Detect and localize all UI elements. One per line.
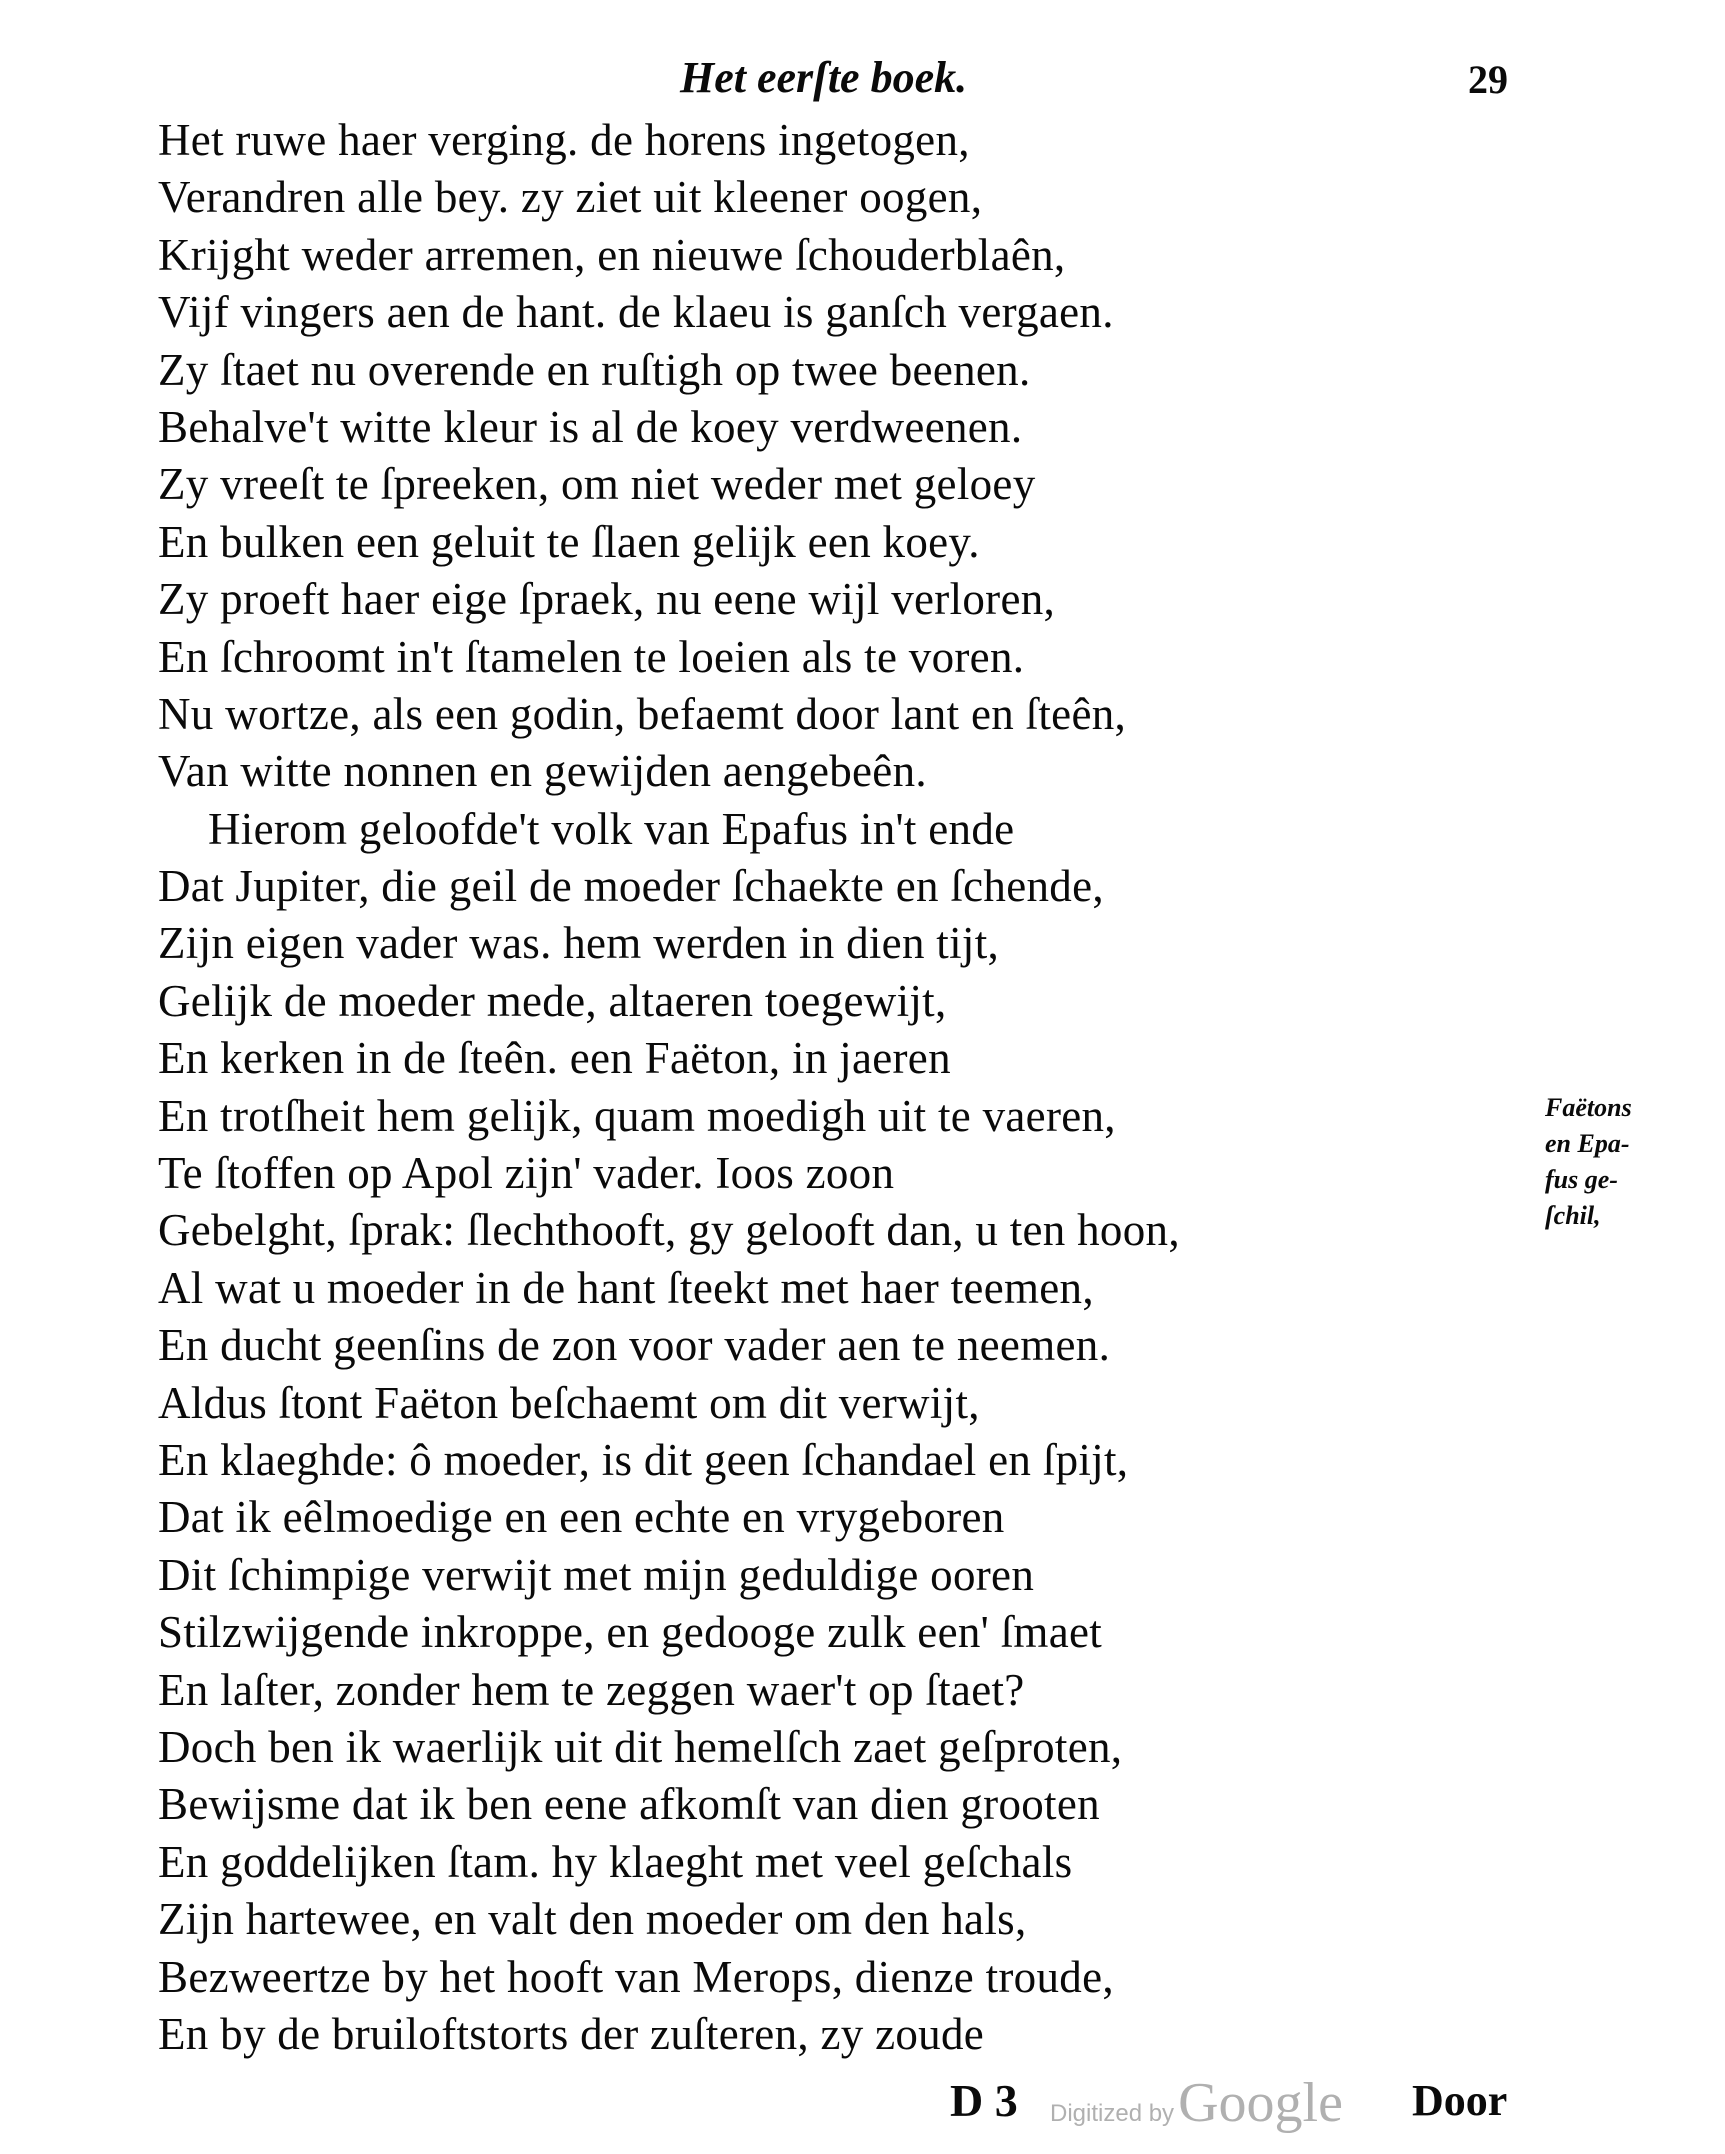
text-line: En kerken in de ſteên. een Faëton, in jaeren — [158, 1033, 951, 1084]
signature-mark: D 3 — [950, 2075, 1018, 2126]
text-line: Zy vreeſt te ſpreeken, om niet weder met geloey — [158, 459, 1036, 510]
text-line: Stilzwijgende inkroppe, en gedooge zulk een' ſmaet — [158, 1607, 1103, 1658]
text-line: En by de bruiloftstorts der zuſteren, zy zoude — [158, 2008, 985, 2059]
text-line: En klaeghde: ô moeder, is dit geen ſchandael en ſpijt, — [158, 1434, 1129, 1485]
text-line: Gebelght, ſprak: ſlechthooft, gy gelooft dan, u ten hoon, — [158, 1205, 1180, 1256]
text-line: Bewijsme dat ik ben eene afkomſt van dien grooten — [158, 1779, 1100, 1830]
text-line: Zy ſtaet nu overende en ruſtigh op twee beenen. — [158, 344, 1031, 395]
text-line: Krijght weder arremen, en nieuwe ſchouderblaên, — [158, 229, 1066, 280]
text-line: En ſchroomt in't ſtamelen te loeien als te voren. — [158, 631, 1025, 682]
text-line: Doch ben ik waerlijk uit dit hemelſch zaet geſproten, — [158, 1721, 1123, 1772]
text-line: Zijn hartewee, en valt den moeder om den hals, — [158, 1894, 1027, 1945]
margin-note — [1545, 1090, 1725, 1234]
page-number: 29 — [1468, 57, 1508, 102]
text-line: Al wat u moeder in de hant ſteekt met haer teemen, — [158, 1262, 1094, 1313]
page-header — [0, 52, 1725, 112]
text-line: Dat Jupiter, die geil de moeder ſchaekte en ſchende, — [158, 861, 1104, 912]
text-line: En goddelijken ſtam. hy klaeght met veel geſchals — [158, 1836, 1073, 1887]
poem-text — [158, 112, 1538, 2063]
watermark-brand: Google — [1178, 2072, 1343, 2134]
text-line: Van witte nonnen en gewijden aengebeên. — [158, 746, 927, 797]
margin-note-line: Faëtons — [1545, 1093, 1632, 1122]
text-line: Dat ik eêlmoedige en een echte en vrygeboren — [158, 1492, 1005, 1543]
text-line: Vijf vingers aen de hant. de klaeu is ganſch vergaen. — [158, 287, 1114, 338]
text-line: En trotſheit hem gelijk, quam moedigh uit te vaeren, — [158, 1090, 1116, 1141]
text-line: En ducht geenſins de zon voor vader aen te neemen. — [158, 1320, 1111, 1371]
catchword: Door — [1412, 2076, 1508, 2125]
text-line: Zy proeft haer eige ſpraek, nu eene wijl verloren, — [158, 574, 1056, 625]
text-line: En bulken een geluit te ſlaen gelijk een koey. — [158, 516, 980, 567]
text-line: Hierom geloofde't volk van Epafus in't ende — [208, 803, 1015, 854]
text-line: En laſter, zonder hem te zeggen waer't op ſtaet? — [158, 1664, 1025, 1715]
text-line: Aldus ſtont Faëton beſchaemt om dit verwijt, — [158, 1377, 980, 1428]
margin-note-line: en Epa- — [1545, 1129, 1630, 1158]
text-line: Zijn eigen vader was. hem werden in dien tijt, — [158, 918, 1000, 969]
text-line: Verandren alle bey. zy ziet uit kleener oogen, — [158, 172, 983, 223]
text-line: Bezweertze by het hooft van Merops, dienze troude, — [158, 1951, 1114, 2002]
text-line: Behalve't witte kleur is al de koey verdweenen. — [158, 401, 1023, 452]
text-line: Het ruwe haer verging. de horens ingetogen, — [158, 115, 970, 165]
margin-note-line: ſchil, — [1545, 1201, 1601, 1230]
margin-note-line: fus ge- — [1545, 1165, 1618, 1194]
text-line: Gelijk de moeder mede, altaeren toegewijt, — [158, 975, 947, 1026]
google-watermark — [1050, 2072, 1343, 2148]
text-line: Dit ſchimpige verwijt met mijn geduldige ooren — [158, 1549, 1035, 1600]
running-title: Het eerſte boek. — [680, 53, 968, 102]
watermark-prefix: Digitized by — [1050, 2100, 1175, 2127]
text-line: Nu wortze, als een godin, befaemt door lant en ſteên, — [158, 688, 1127, 739]
text-line: Te ſtoffen op Apol zijn' vader. Ioos zoon — [158, 1148, 895, 1199]
